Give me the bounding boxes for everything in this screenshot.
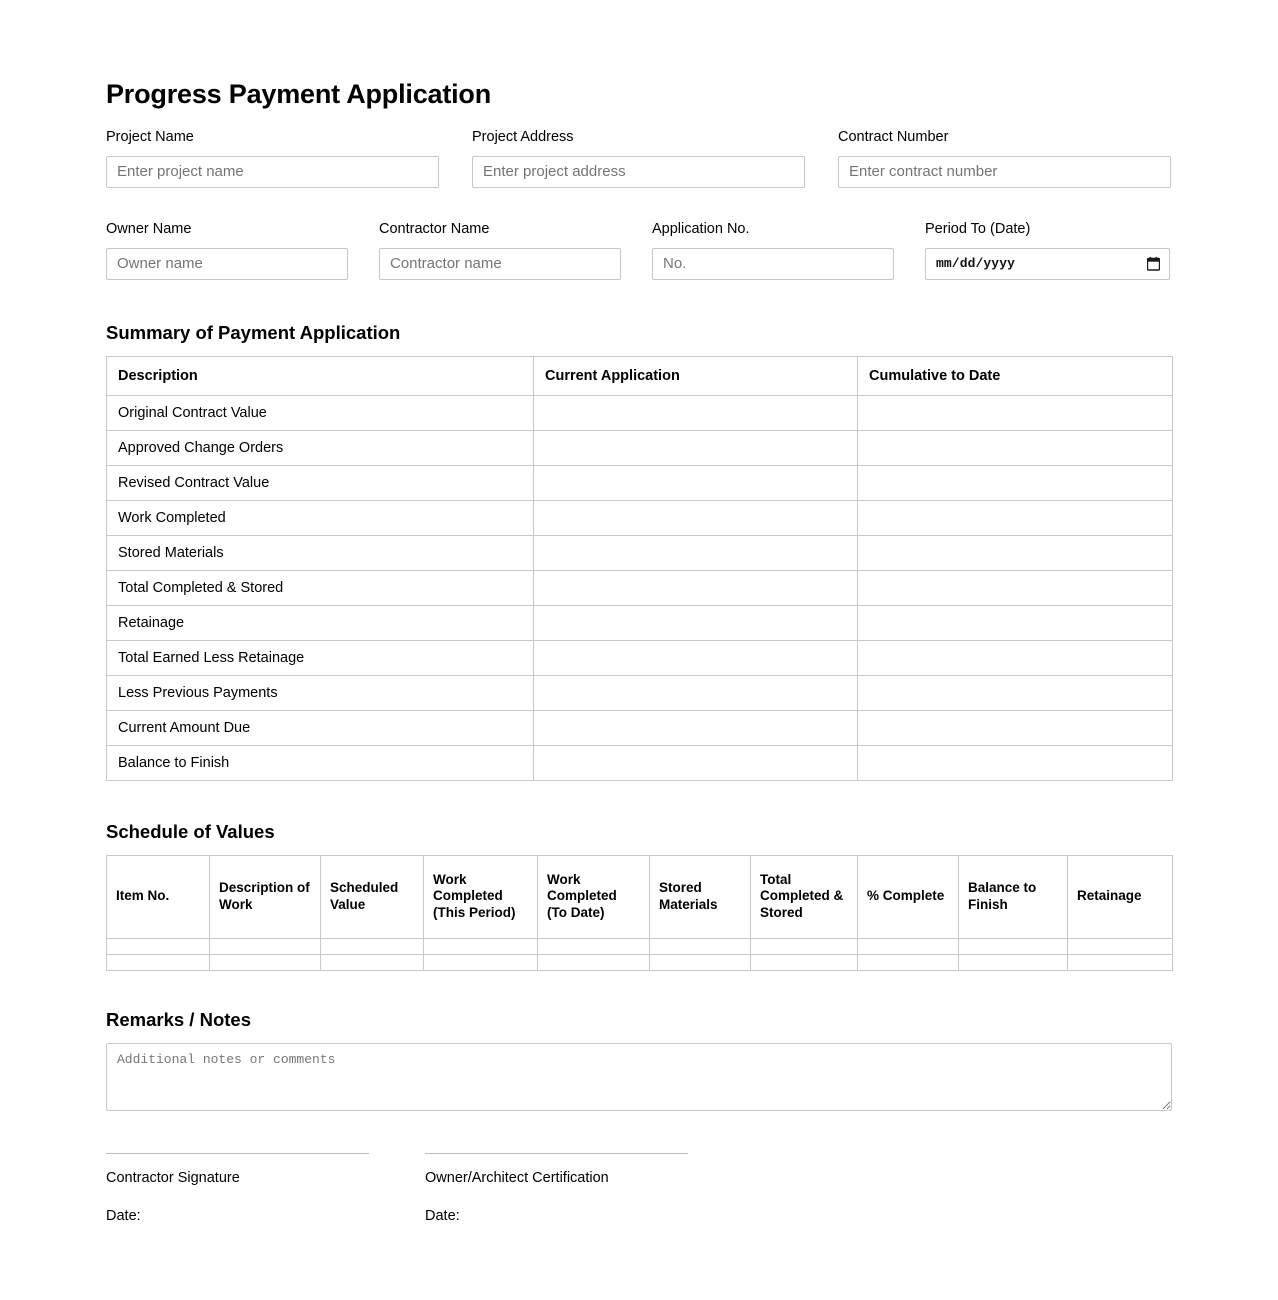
label-project-name: Project Name — [106, 129, 194, 146]
summary-cell-current[interactable] — [534, 745, 858, 780]
field-contractor-name — [379, 220, 621, 280]
summary-cell-cumulative[interactable] — [858, 570, 1173, 605]
table-row — [107, 570, 1173, 605]
sov-cell[interactable] — [210, 938, 321, 954]
field-contract-number — [838, 128, 1171, 188]
table-row — [107, 938, 1173, 954]
application-no-input[interactable] — [652, 248, 894, 280]
summary-cell-cumulative[interactable] — [858, 465, 1173, 500]
summary-cell-current[interactable] — [534, 465, 858, 500]
sov-col-scheduled-value: Scheduled Value — [321, 855, 424, 938]
sov-cell[interactable] — [107, 938, 210, 954]
sov-cell[interactable] — [650, 954, 751, 970]
sov-cell[interactable] — [210, 954, 321, 970]
summary-cell-current[interactable] — [534, 675, 858, 710]
sov-table-body — [107, 938, 1173, 970]
remarks-textarea[interactable] — [106, 1043, 1172, 1111]
summary-cell-cumulative[interactable] — [858, 675, 1173, 710]
table-row — [107, 640, 1173, 675]
field-owner-name — [106, 220, 348, 280]
label-project-address: Project Address — [472, 129, 574, 146]
table-row — [107, 535, 1173, 570]
sov-cell[interactable] — [650, 938, 751, 954]
period-to-date-input[interactable] — [925, 248, 1170, 280]
label-owner-name: Owner Name — [106, 220, 192, 237]
sov-cell[interactable] — [321, 954, 424, 970]
table-row — [107, 500, 1173, 535]
contractor-signature-line[interactable] — [106, 1153, 369, 1154]
summary-cell-current[interactable] — [534, 395, 858, 430]
summary-cell-current[interactable] — [534, 605, 858, 640]
summary-table — [106, 356, 1173, 781]
field-project-address — [472, 128, 805, 188]
sov-cell[interactable] — [1068, 954, 1173, 970]
project-address-input[interactable] — [472, 156, 805, 188]
page-title: Progress Payment Application — [106, 79, 492, 109]
field-row-secondary — [106, 220, 1172, 280]
schedule-of-values-table — [106, 855, 1173, 971]
contractor-signature-date-label: Date: — [106, 1207, 141, 1224]
summary-cell-current[interactable] — [534, 430, 858, 465]
table-row — [107, 710, 1173, 745]
sov-col-stored-materials: Stored Materials — [650, 855, 751, 938]
remarks-heading: Remarks / Notes — [106, 1008, 251, 1030]
sov-cell[interactable] — [424, 938, 538, 954]
summary-cell-current[interactable] — [534, 710, 858, 745]
summary-cell-cumulative[interactable] — [858, 710, 1173, 745]
sov-col-percent-complete: % Complete — [858, 855, 959, 938]
summary-cell-current[interactable] — [534, 535, 858, 570]
contractor-signature-block — [106, 1153, 369, 1226]
summary-row-label: Less Previous Payments — [107, 675, 534, 710]
sov-header-row — [107, 855, 1173, 938]
contract-number-input[interactable] — [838, 156, 1171, 188]
summary-cell-cumulative[interactable] — [858, 500, 1173, 535]
contractor-signature-label: Contractor Signature — [106, 1170, 240, 1187]
summary-row-label: Revised Contract Value — [107, 465, 534, 500]
schedule-of-values-section — [106, 821, 1172, 971]
table-row — [107, 395, 1173, 430]
summary-row-label: Total Completed & Stored — [107, 570, 534, 605]
summary-cell-cumulative[interactable] — [858, 535, 1173, 570]
sov-cell[interactable] — [858, 938, 959, 954]
field-period-to-date — [925, 220, 1170, 280]
contractor-name-input[interactable] — [379, 248, 621, 280]
sov-cell[interactable] — [1068, 938, 1173, 954]
summary-header-row — [107, 356, 1173, 395]
sov-col-description-of-work: Description of Work — [210, 855, 321, 938]
summary-section — [106, 322, 1172, 781]
label-application-no: Application No. — [652, 220, 750, 237]
owner-name-input[interactable] — [106, 248, 348, 280]
table-row — [107, 465, 1173, 500]
summary-cell-cumulative[interactable] — [858, 605, 1173, 640]
sov-col-retainage: Retainage — [1068, 855, 1173, 938]
summary-row-label: Total Earned Less Retainage — [107, 640, 534, 675]
table-row — [107, 675, 1173, 710]
sov-cell[interactable] — [321, 938, 424, 954]
summary-row-label: Approved Change Orders — [107, 430, 534, 465]
summary-cell-cumulative[interactable] — [858, 640, 1173, 675]
owner-architect-certification-block — [425, 1153, 688, 1226]
sov-col-work-completed-to-date: Work Completed (To Date) — [538, 855, 650, 938]
summary-row-label: Balance to Finish — [107, 745, 534, 780]
field-row-primary — [106, 128, 1172, 188]
summary-cell-cumulative[interactable] — [858, 745, 1173, 780]
label-contract-number: Contract Number — [838, 129, 949, 146]
signature-section — [106, 1153, 1172, 1226]
project-name-input[interactable] — [106, 156, 439, 188]
calendar-icon[interactable] — [1147, 257, 1160, 271]
sov-cell[interactable] — [959, 938, 1068, 954]
owner-architect-certification-label: Owner/Architect Certification — [425, 1170, 609, 1187]
summary-row-label: Current Amount Due — [107, 710, 534, 745]
sov-col-total-completed-stored: Total Completed & Stored — [751, 855, 858, 938]
owner-architect-date-label: Date: — [425, 1207, 460, 1224]
sov-cell[interactable] — [538, 938, 650, 954]
sov-col-item-no: Item No. — [107, 855, 210, 938]
sov-cell[interactable] — [751, 938, 858, 954]
sov-col-balance-to-finish: Balance to Finish — [959, 855, 1068, 938]
summary-row-label: Stored Materials — [107, 535, 534, 570]
sov-cell[interactable] — [538, 954, 650, 970]
summary-cell-current[interactable] — [534, 640, 858, 675]
sov-cell[interactable] — [751, 954, 858, 970]
table-row — [107, 605, 1173, 640]
summary-cell-cumulative[interactable] — [858, 395, 1173, 430]
summary-col-current-application: Current Application — [534, 356, 858, 395]
sov-col-work-completed-this-period: Work Completed (This Period) — [424, 855, 538, 938]
label-period-to-date: Period To (Date) — [925, 220, 1031, 237]
summary-heading: Summary of Payment Application — [106, 321, 401, 343]
sov-cell[interactable] — [959, 954, 1068, 970]
schedule-of-values-heading: Schedule of Values — [106, 820, 275, 842]
summary-table-body — [107, 395, 1173, 780]
table-row — [107, 430, 1173, 465]
field-application-no — [652, 220, 894, 280]
summary-col-description: Description — [107, 356, 534, 395]
summary-row-label: Work Completed — [107, 500, 534, 535]
summary-cell-cumulative[interactable] — [858, 430, 1173, 465]
summary-cell-current[interactable] — [534, 570, 858, 605]
date-placeholder-text: mm/dd/yyyy — [936, 256, 1016, 272]
field-project-name — [106, 128, 439, 188]
table-row — [107, 745, 1173, 780]
summary-col-cumulative-to-date: Cumulative to Date — [858, 356, 1173, 395]
sov-cell[interactable] — [858, 954, 959, 970]
summary-cell-current[interactable] — [534, 500, 858, 535]
sov-cell[interactable] — [424, 954, 538, 970]
summary-row-label: Retainage — [107, 605, 534, 640]
form-container — [106, 78, 1172, 1226]
label-contractor-name: Contractor Name — [379, 220, 490, 237]
remarks-section — [106, 1009, 1172, 1111]
owner-architect-signature-line[interactable] — [425, 1153, 688, 1154]
table-row — [107, 954, 1173, 970]
summary-row-label: Original Contract Value — [107, 395, 534, 430]
sov-cell[interactable] — [107, 954, 210, 970]
